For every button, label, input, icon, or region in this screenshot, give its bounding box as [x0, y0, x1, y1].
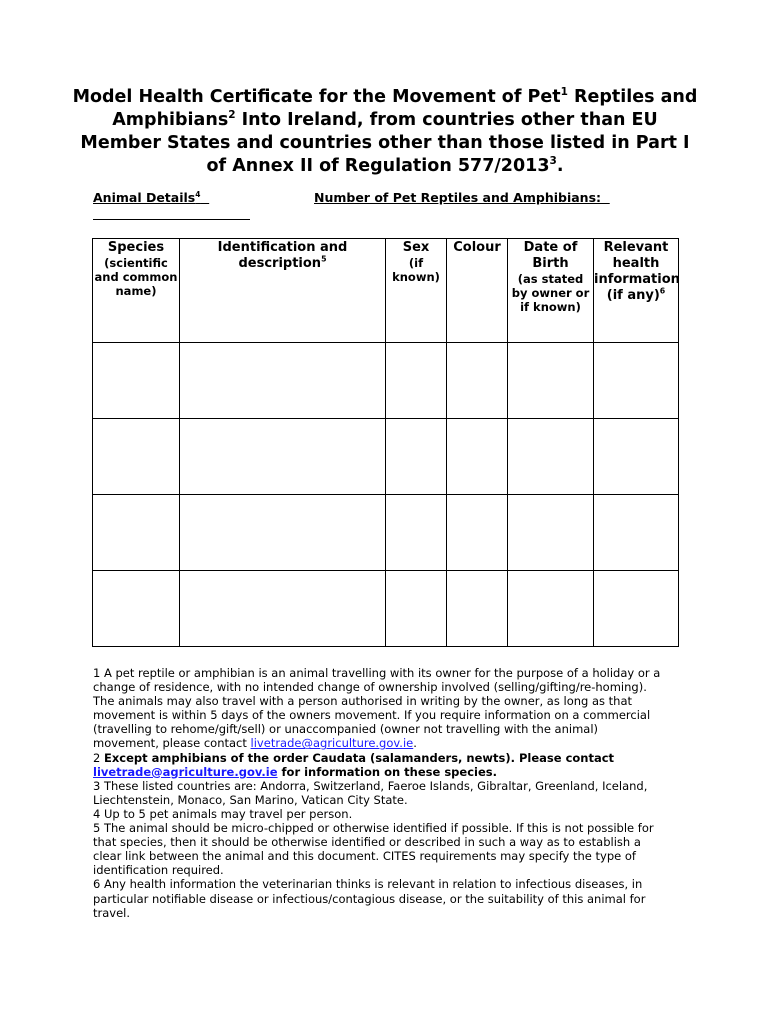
cell-health-info[interactable]: [594, 419, 679, 495]
title-footnote-1: 1: [560, 86, 568, 99]
cell-identification[interactable]: [180, 343, 386, 419]
cell-colour[interactable]: [447, 571, 508, 647]
header-sex: Sex (if known): [386, 239, 447, 343]
header-identification: Identification and description$^5$: [180, 239, 386, 343]
animal-details-label: Animal Details$^4$: [93, 189, 201, 205]
header-identification-footnote: 5: [321, 254, 327, 264]
animal-count-label: Number of Pet Reptiles and Amphibians:: [314, 190, 610, 205]
header-dob-sub: (as stated by owner or if known): [511, 272, 590, 314]
header-date-of-birth: Date of Birth (as stated by owner or if known): [508, 239, 594, 343]
cell-sex[interactable]: [386, 495, 447, 571]
title-line-b: Reptiles and Amphibians: [112, 87, 698, 130]
title-footnote-3: 3: [549, 155, 557, 168]
header-colour: Colour: [447, 239, 508, 343]
cell-sex[interactable]: [386, 571, 447, 647]
footnote-2: 2 Except amphibians of the order Caudata (salamanders, newts). Please contact livetrade@agriculture.gov.ie for information on these species.: [93, 750, 615, 779]
table-row: [93, 343, 679, 419]
cell-species[interactable]: [93, 343, 180, 419]
cell-health-info[interactable]: [594, 495, 679, 571]
header-sex-sub: (if known): [392, 256, 440, 284]
document-title: [70, 86, 700, 178]
cell-identification[interactable]: [180, 419, 386, 495]
title-end: .: [556, 156, 564, 176]
footnotes: [93, 666, 665, 920]
cell-identification[interactable]: [180, 495, 386, 571]
footnote-1-email-link[interactable]: livetrade@agriculture.gov.ie: [250, 736, 414, 751]
footnote-3: 3 These listed countries are: Andorra, Switzerland, Faeroe Islands, Gibraltar, Greenland, Iceland, Liechtenstein, Monaco, San Marino, Vatican City State.: [93, 778, 648, 807]
table-header-row: [93, 239, 679, 343]
cell-colour[interactable]: [447, 343, 508, 419]
header-species: Species (scientific and common name): [93, 239, 180, 343]
header-health-footnote: 6: [659, 286, 666, 296]
animal-details-footnote: 4: [195, 189, 201, 199]
cell-colour[interactable]: [447, 495, 508, 571]
cell-species[interactable]: [93, 495, 180, 571]
animal-details-blank-line[interactable]: [93, 219, 250, 220]
cell-colour[interactable]: [447, 419, 508, 495]
cell-sex[interactable]: [386, 419, 447, 495]
cell-identification[interactable]: [180, 571, 386, 647]
cell-date-of-birth[interactable]: [508, 419, 594, 495]
footnote-4: 4 Up to 5 pet animals may travel per person.: [93, 806, 353, 821]
footnote-6: 6 Any health information the veterinarian thinks is relevant in relation to infectious diseases, in particular notifiable disease or infectious/contagious disease, or the suitability of this animal for travel.: [93, 877, 646, 920]
table-row: [93, 419, 679, 495]
title-footnote-2: 2: [228, 109, 236, 122]
cell-date-of-birth[interactable]: [508, 495, 594, 571]
cell-sex[interactable]: [386, 343, 447, 419]
header-species-sub: (scientific and common name): [94, 256, 178, 298]
cell-species[interactable]: [93, 419, 180, 495]
footnote-5: 5 The animal should be micro-chipped or otherwise identified if possible. If this is not possible for that species, then it should be otherwise identified or described in such a way as to establish a clear link between the animal and this document. CITES requirements may specify the type of identification required.: [93, 821, 654, 878]
cell-health-info[interactable]: [594, 343, 679, 419]
cell-date-of-birth[interactable]: [508, 343, 594, 419]
header-health-info: Relevant health information (if any)$^6$: [594, 239, 679, 343]
cell-species[interactable]: [93, 571, 180, 647]
cell-date-of-birth[interactable]: [508, 571, 594, 647]
animal-table: [92, 238, 679, 647]
table-row: [93, 495, 679, 571]
footnote-1: 1 A pet reptile or amphibian is an animal travelling with its owner for the purpose of a holiday or a change of residence, with no intended change of ownership involved (selling/gifting/re-homing). The animals may also travel with a person authorised in writing by the owner, as long as that movement is within 5 days of the owners movement. If you require information on a commercial (travelling to rehome/gift/sell) or unaccompanied (owner not travelling with the animal) movement, please contact livetrade@agriculture.gov.ie.: [93, 666, 661, 751]
title-line-c: Into Ireland, from countries other than EU Member States and countries other than those listed in Part I of Annex II of Regulation 577/2013: [80, 110, 690, 176]
title-line-a: Model Health Certificate for the Movement of Pet: [72, 87, 561, 107]
table-row: [93, 571, 679, 647]
cell-health-info[interactable]: [594, 571, 679, 647]
footnote-2-email-link[interactable]: livetrade@agriculture.gov.ie: [93, 764, 278, 779]
